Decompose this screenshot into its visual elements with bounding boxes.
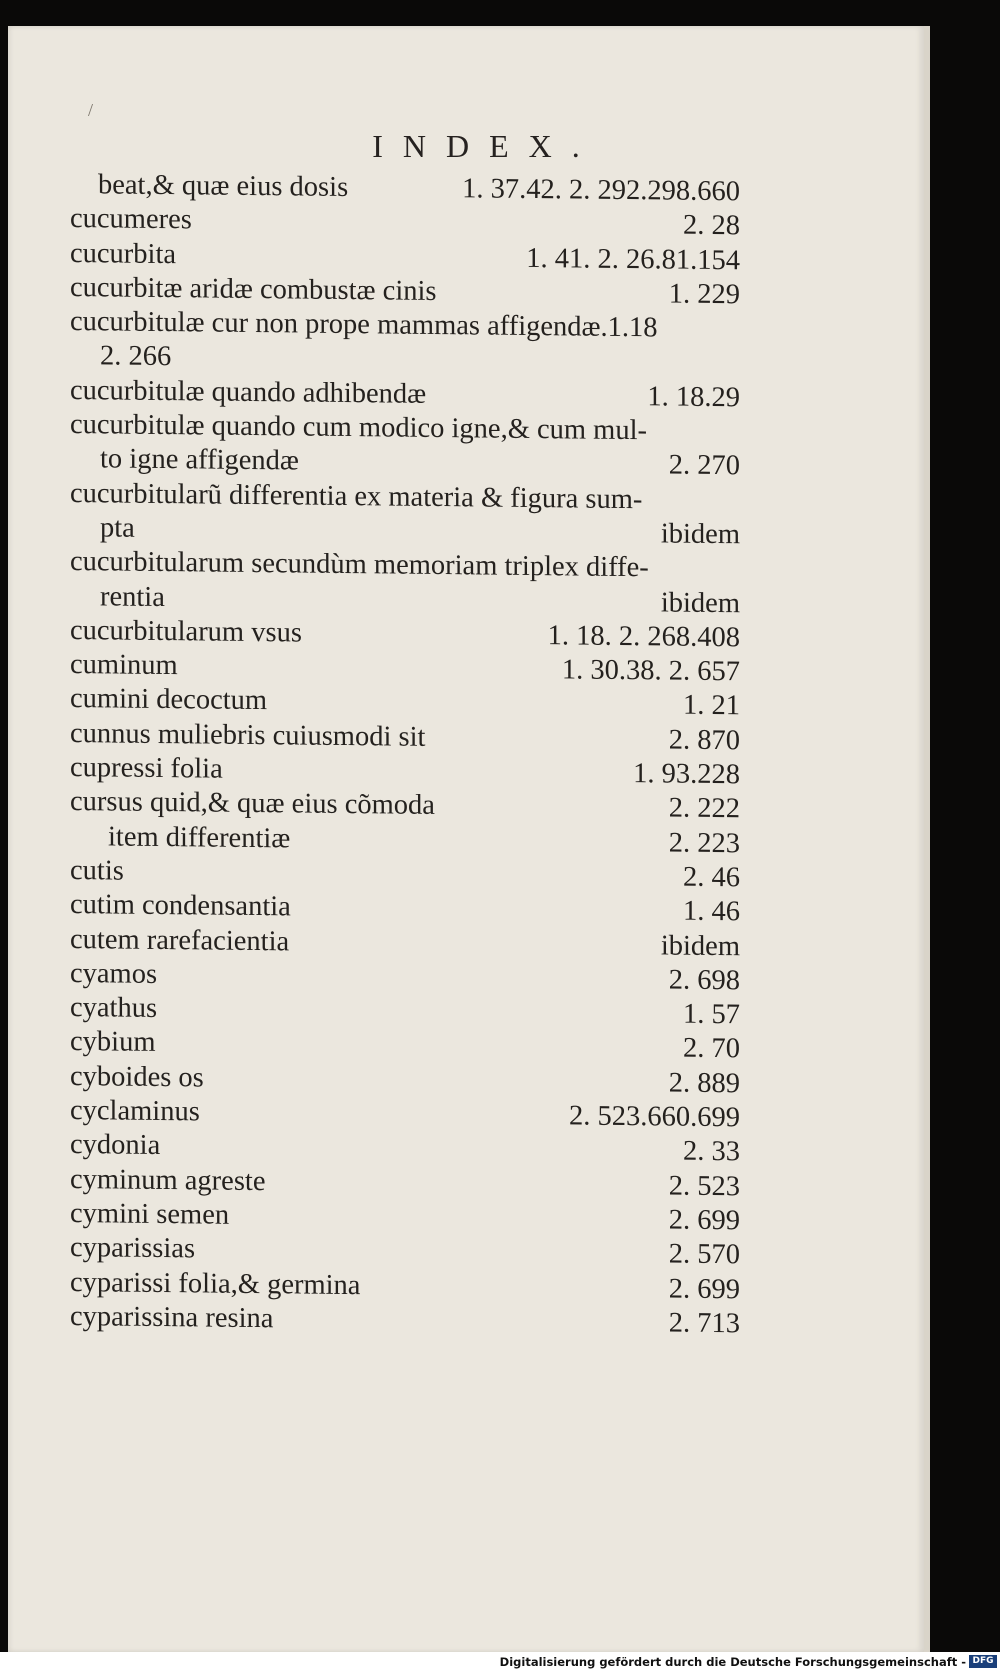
entry-page-ref: 1. 18.29 [647,381,740,414]
entry-term: beat,& quæ eius dosis [98,169,349,204]
entry-term: cucumeres [70,203,192,236]
entry-page-ref: 2. 699 [668,1204,740,1237]
index-entry [70,1094,740,1136]
entry-page-ref: 2. 46 [683,861,740,894]
entry-page-ref: 1. 93.228 [633,758,740,791]
entry-page-ref: 2. 870 [668,724,740,757]
index-entry [70,545,740,587]
entry-term: cyamos [70,957,158,990]
entry-page-ref: 2. 698 [668,964,740,997]
index-entry [70,1300,740,1342]
entry-term: cucurbitularum vsus [70,614,302,649]
index-entry [70,477,740,519]
entry-term: to igne affigendæ [100,443,299,477]
entry-page-ref: 2. 523 [668,1170,740,1202]
funding-note: Digitalisierung gefördert durch die Deutsche Forschungsgemeinschaft - [499,1655,966,1669]
index-entry [70,923,740,965]
entry-term: cyparissi folia,& germina [70,1266,361,1301]
entry-term: cydonia [70,1129,161,1162]
dfg-logo: DFG [969,1655,997,1668]
entry-page-ref: 2. 270 [668,449,740,482]
entry-page-ref: 2. 570 [668,1238,740,1271]
entry-term: cymini semen [70,1197,230,1231]
entry-page-ref: 2. 699 [668,1272,740,1305]
entry-term: cucurbita [70,237,177,270]
entry-term: cutis [70,854,124,887]
entry-term: cunnus muliebris cuiusmodi sit [70,717,426,753]
entry-page-ref: 1. 18. 2. 268.408 [547,620,740,654]
entry-page-ref: 2. 523.660.699 [569,1100,740,1134]
entry-page-ref: 1. 229 [668,278,740,311]
entry-term: cucurbitularũ differentia ex materia & figura sum- [70,477,643,515]
entry-term: rentia [100,580,165,613]
entry-term: cyparissias [70,1232,196,1265]
entry-page-ref: 1. 57 [683,998,740,1031]
entry-term: cyparissina resina [70,1300,274,1334]
entry-term: cutem rarefacientia [70,923,290,957]
entry-term: pta [100,512,135,544]
entry-term: cyboides os [70,1060,204,1094]
entry-term: cucurbitulæ cur non prope mammas affigendæ.1.18 [70,306,658,344]
entry-page-ref: 2. 223 [668,827,740,859]
entry-page-ref: 1. 21 [683,690,740,722]
stray-ink-mark: / [88,100,94,120]
entry-term: cupressi folia [70,752,223,785]
entry-page-ref: 1. 41. 2. 26.81.154 [526,242,740,276]
book-page [8,26,930,1652]
entry-page-ref: ibidem [660,518,740,551]
entry-term: cutim condensantia [70,889,291,923]
entry-term: cucurbitulæ quando cum modico igne,& cum mul- [70,409,648,447]
entry-term: cyathus [70,992,158,1025]
entry-page-ref: 2. 28 [683,209,740,242]
footer-strip [0,1652,1000,1670]
entry-term: cyminum agreste [70,1163,266,1197]
entry-term: cucurbitæ aridæ combustæ cinis [70,271,437,307]
entry-page-ref: 2. 33 [683,1135,740,1168]
entry-page-ref: 2. 70 [683,1033,740,1065]
entry-term: cumini decoctum [70,683,268,717]
entry-page-ref: 2. 889 [668,1067,740,1099]
page-title: INDEX. [372,128,600,164]
index-entry-list [70,168,740,1341]
entry-term: cyclaminus [70,1095,200,1128]
entry-term: cursus quid,& quæ eius cõmoda [70,786,435,822]
entry-page-ref: ibidem [660,586,740,619]
entry-page-ref: 2. 713 [668,1307,740,1340]
entry-term: 2. 266 [100,340,172,373]
entry-term: cucurbitulæ quando adhibendæ [70,374,427,410]
entry-page-ref: 2. 222 [668,792,740,825]
entry-term: cucurbitularum secundùm memoriam triplex diffe- [70,546,649,584]
entry-term: item differentiæ [108,821,291,855]
entry-page-ref: 1. 37.42. 2. 292.298.660 [462,173,740,208]
entry-term: cuminum [70,649,178,682]
entry-term: cybium [70,1026,156,1059]
index-entry [70,820,740,862]
entry-page-ref: 1. 30.38. 2. 657 [561,654,740,688]
entry-page-ref: ibidem [660,929,740,962]
page-edge [924,26,930,1652]
entry-page-ref: 1. 46 [683,895,740,928]
